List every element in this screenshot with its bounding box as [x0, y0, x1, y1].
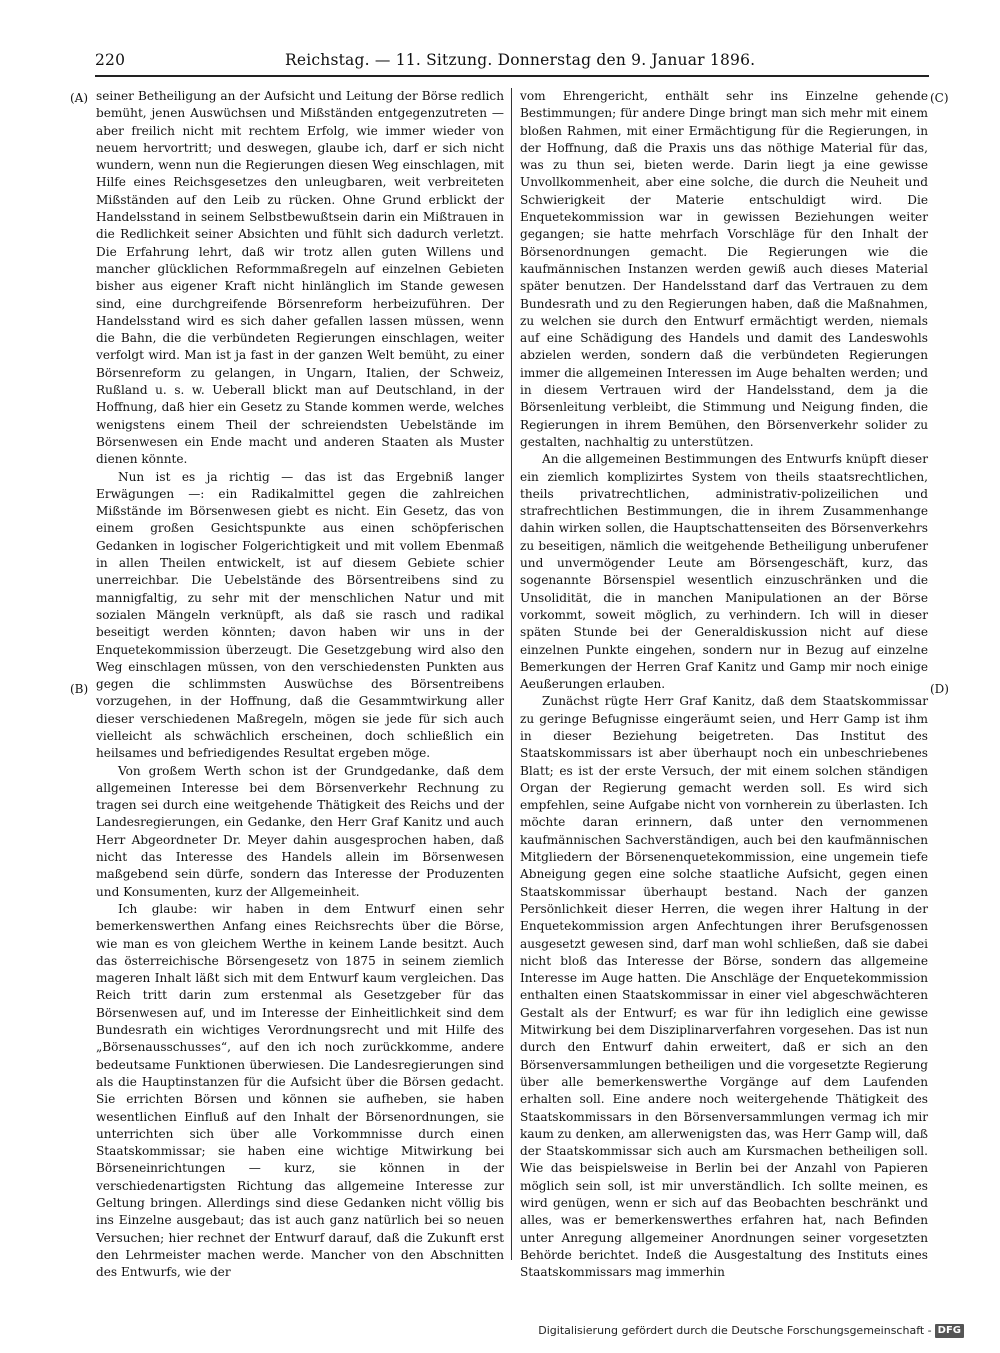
paragraph: Nun ist es ja richtig — das ist das Ergebniß langer Erwägungen —: ein Radikalmittel gegen die zahlreichen Mißstände im Börsenwesen giebt es nicht. Ein Gesetz, das von einem großen Gesichtspunkte aus einen schöpferischen Gedanken in logischer Folgerichtigkeit und mit vollem Ebenmaß in allen Theilen entwickelt, ist auf diesem Gebiete schier unerreichbar. Die Uebelstände des Börsentreibens sind zu mannigfaltig, zu sehr mit der menschlichen Natur und mit sozialen Mängeln verknüpft, als daß sie rasch und radikal beseitigt werden könnten; davon haben wir uns in der Enquetekommission überzeugt. Die Gesetzgebung wird also den Weg einschlagen müssen, von den verschiedensten Punkten aus gegen die schlimmsten Auswüchse des Börsentreibens vorzugehen, in der Hoffnung, daß die Gesammtwirkung aller dieser verschiedenen Maßregeln, mögen sie jede für sich auch vielleicht als schwächlich erscheinen, doch schließlich ein heilsames und befriedigendes Resultat ergeben möge. — [96, 469, 504, 761]
margin-marker-b: (B) — [70, 682, 89, 696]
margin-marker-c: (C) — [930, 91, 949, 105]
dfg-logo-icon: DFG — [935, 1324, 964, 1338]
paragraph: An die allgemeinen Bestimmungen des Entwurfs knüpft dieser ein ziemlich komplizirtes System von theils staatsrechtlichen, theils privatrechtlichen, administrativ-polizeilichen und strafrechtlichen Bestimmungen, die in ihrem Zusammenhange dahin wirken sollen, die Hauptschattenseiten des Börsenverkehrs zu beseitigen, nämlich die weitgehende Betheiligung unberufener und unvermögender Leute am Börsengeschäft, kurz, das sogenannte Börsenspiel wesentlich einzuschränken und die Unsolidität, die in manchen Manipulationen an der Börse vorkommt, soweit möglich, zu verhindern. Ich will in dieser späten Stunde bei der Generaldiskussion nicht auf diese einzelnen Punkte eingehen, sondern nur in Bezug auf einzelne Bemerkungen der Herren Graf Kanitz und Gamp mir noch einige Aeußerungen erlauben. — [520, 452, 928, 692]
column-divider — [511, 88, 512, 1260]
running-title: Reichstag. — 11. Sitzung. Donnerstag den 9. Januar 1896. — [285, 51, 756, 69]
right-column — [520, 88, 928, 1280]
margin-marker-d: (D) — [930, 682, 949, 696]
page-number: 220 — [95, 51, 126, 69]
paragraph: Zunächst rügte Herr Graf Kanitz, daß dem Staatskommissar zu geringe Befugnisse eingeräumt seien, und Herr Gamp ist ihm in dieser Beziehung beigetreten. Das Institut des Staatskommissars ist aber überhaupt noch ein unbeschriebenes Blatt; es ist der erste Versuch, der mit einem solchen ständigen Organ der Regierung gemacht werden soll. Es wird sich empfehlen, seine Aufgabe nicht von vornherein zu überlasten. Ich möchte daran erinnern, daß unter den vernommenen kaufmännischen Sachverständigen, auch bei den kaufmännischen Mitgliedern der Börsenenquetekommission, eine ungemein tiefe Abneigung gegen eine solche staatliche Aufsicht, gegen einen Staatskommissar überhaupt bestand. Nach der ganzen Persönlichkeit dieser Herren, die wegen ihrer Haltung in der Enquetekommission argen Anfechtungen ihrer Berufsgenossen ausgesetzt gewesen sind, darf man wohl schließen, daß sie dabei nicht bloß das Interesse der Börse, sondern das allgemeine Interesse im Auge hatten. Die Anschläge der Enquetekommission enthalten einen Staatskommissar in einer viel abgeschwächteren Gestalt als der Entwurf; es war für ihn lediglich eine gewisse Mitwirkung bei dem Disziplinarverfahren vorgesehen. Das ist nun durch den Entwurf dahin erweitert, daß er sich an den Börsenversammlungen betheiligen und die vorgesetzte Regierung über alle bemerkenswerthe Vorgänge auf dem Laufenden erhalten soll. Eine andere noch weitergehende Thätigkeit des Staatskommissars in den Börsenversammlungen vermag ich mir kaum zu denken, am allerwenigsten das, was Herr Gamp will, daß der Staatskommissar sich auch am Kursmachen betheiligen soll. Wie das beispielsweise in Berlin bei der Anzahl von Papieren möglich sein soll, ist mir unverständlich. Ich sollte meinen, es wird genügen, wenn er sich auf das Beobachten beschränkt und alles, was er bemerkenswerthes erfahren hat, nach Befinden unter Anregung allgemeiner Anordnungen seiner vorgesetzten Behörde berichtet. Indeß die Ausgestaltung des Instituts eines Staatskommissars mag immerhin — [520, 694, 928, 1280]
left-column — [96, 88, 504, 1280]
paragraph: Ich glaube: wir haben in dem Entwurf einen sehr bemerkenswerthen Anfang eines Reichsrechts über die Börse, wie man es von gleichem Werthe in keinem Lande besitzt. Auch das österreichische Börsengesetz von 1875 in seinem ziemlich mageren Inhalt läßt sich mit dem Entwurf kaum vergleichen. Das Reich tritt darin zum erstenmal als Gesetzgeber für das Börsenwesen auf, und im Interesse der Einheitlichkeit sind dem Bundesrath ein wichtiges Verordnungsrecht und mit Hilfe des „Börsenausschusses“, auf den ich noch zurückkomme, andere bedeutsame Funktionen überwiesen. Die Landesregierungen sind als die Hauptinstanzen für die Aufsicht über die Börsen gedacht. Sie errichten Börsen und können sie aufheben, sie haben wesentlichen Einfluß auf den Inhalt der Börsenordnungen, sie unterrichten sich über alle Vorkommnisse durch einen Staatskommissar; sie haben eine wichtige Mitwirkung bei Börseneinrichtungen — kurz, sie können in der verschiedenartigsten Richtung das allgemeine Interesse zur Geltung bringen. Allerdings sind diese Gedanken nicht völlig bis ins Einzelne ausgebaut; das ist auch ganz natürlich bei so neuen Versuchen; hier rechnet der Entwurf darauf, daß die Zukunft erst den Lehrmeister machen werde. Mancher von den Abschnitten des Entwurfs, wie der — [96, 901, 504, 1280]
page-header — [95, 48, 929, 72]
footer-credit — [538, 1322, 964, 1340]
margin-marker-a: (A) — [70, 91, 89, 105]
paragraph: seiner Betheiligung an der Aufsicht und Leitung der Börse redlich bemüht, jenen Auswüchsen und Mißständen entgegenzutreten — aber freilich nicht mit rechtem Erfolg, wie immer wieder von neuem hervortritt; und deswegen, glaube ich, darf er sich nicht wundern, wenn nun die Regierungen diesen Weg einschlagen, mit Hilfe eines Reichsgesetzes den unleugbaren, weit verbreiteten Mißständen auf den Leib zu rücken. Ohne Grund erblickt der Handelsstand in seinem Selbstbewußtsein darin ein Mißtrauen in die Redlichkeit seiner Absichten und fühlt sich dadurch verletzt. Die Erfahrung lehrt, daß wir trotz allen guten Willens und mancher glücklichen Reformmaßregeln auf einzelnen Gebieten bisher aus eigener Kraft nicht hinlänglich im Stande gewesen sind, eine durchgreifende Börsenreform herbeizuführen. Der Handelsstand wird es sich daher gefallen lassen müssen, wenn die Bahn, die die verbündeten Regierungen einschlagen, weiter verfolgt wird. Man ist ja fast in der ganzen Welt bemüht, zu einer Börsenreform zu gelangen, in Ungarn, Italien, der Schweiz, Rußland u. s. w. Ueberall blickt man auf Deutschland, in der Hoffnung, daß hier ein Gesetz zu Stande kommen werde, welches wenigstens einem Theil der schreiendsten Uebelstände im Börsenwesen ein Ende macht und anderen Staaten als Muster dienen könnte. — [96, 89, 504, 467]
paragraph: Von großem Werth schon ist der Grundgedanke, daß dem allgemeinen Interesse bei dem Börsenverkehr Rechnung zu tragen sei durch eine weitgehende Thätigkeit des Reichs und der Landesregierungen, ein Gedanke, den Herr Graf Kanitz und auch Herr Abgeordneter Dr. Meyer dahin ausgesprochen haben, daß nicht das Interesse des Handels allein im Börsenwesen maßgebend sein dürfe, sondern das Interesse der Produzenten und Konsumenten, kurz der Allgemeinheit. — [96, 763, 504, 899]
header-rule — [95, 75, 929, 77]
footer-text: Digitalisierung gefördert durch die Deutsche Forschungsgemeinschaft - — [538, 1324, 932, 1337]
paragraph: vom Ehrengericht, enthält sehr ins Einzelne gehende Bestimmungen; für andere Dinge bringt man sich mehr mit einem bloßen Rahmen, mit einer Ermächtigung für die Regierungen, in der Hoffnung, daß die Praxis uns das nöthige Material für das, was zu thun sei, bieten werde. Darin liegt ja eine gewisse Unvollkommenheit, aber eine solche, die durch die Neuheit und Schwierigkeit der Materie entschuldigt wird. Die Enquetekommission war in gewissen Beziehungen weiter gegangen; sie hatte mehrfach Vorschläge für den Inhalt der Börsenordnungen gemacht. Die Regierungen wie die kaufmännischen Instanzen werden gewiß auch dieses Material später benutzen. Der Handelsstand darf das Vertrauen zu dem Bundesrath und zu den Regierungen haben, daß die Maßnahmen, zu welchen sie durch den Entwurf ermächtigt werden, niemals auf eine Schädigung des Handels und damit des Landeswohls abzielen werden, sondern daß die verbündeten Regierungen immer die allgemeinen Interessen im Auge behalten werden; und in diesem Vertrauen wird der Handelsstand, dem ja die Börsenleitung verbleibt, die Stimmung und Neigung finden, die Regierungen in ihrem Bemühen, den Börsenverkehr solider zu gestalten, nachhaltig zu unterstützen. — [520, 89, 928, 449]
